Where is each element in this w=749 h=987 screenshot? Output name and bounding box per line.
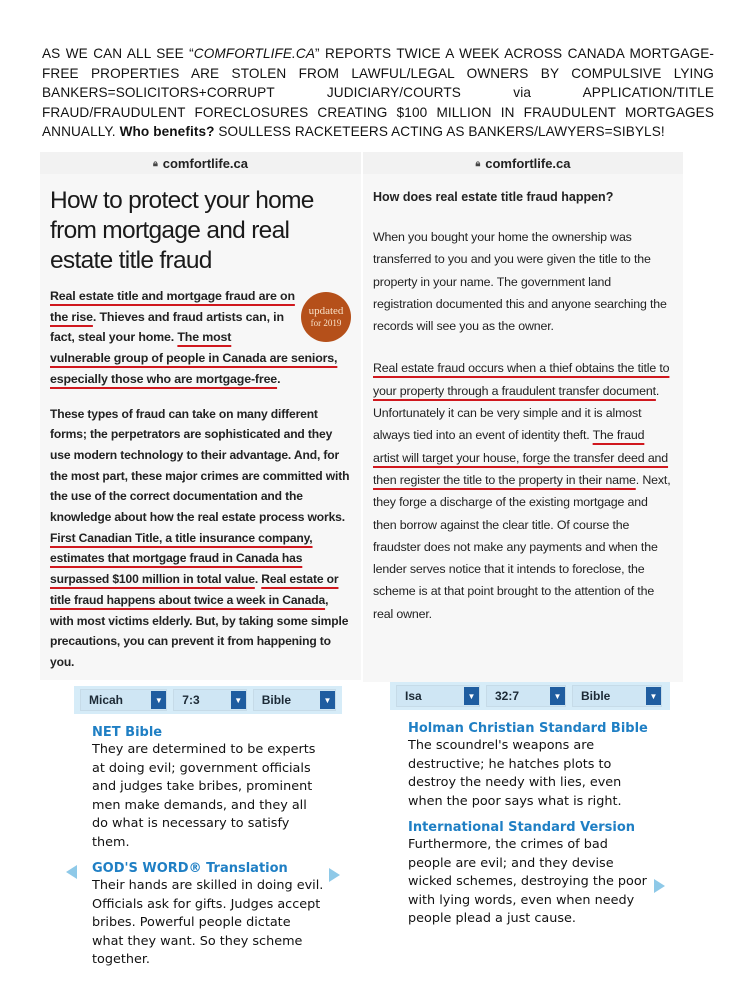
bible-panel-right	[390, 682, 670, 972]
verse-text: The scoundrel's weapons are destructive; he hatches plots to destroy the needy with lies, even when the poor says what is right.	[408, 738, 622, 809]
article-title: How to protect your home from mortgage and real estate title fraud	[50, 187, 314, 274]
paragraph-text: .	[254, 572, 262, 587]
article-body	[40, 186, 361, 673]
badge-line-1: updated	[308, 305, 344, 317]
translation-name[interactable]: International Standard Version	[408, 820, 636, 835]
version-label: Bible	[581, 689, 611, 703]
underlined-text: The most vulnerable group of people in Canada are seniors, especially those who are mortgage-free	[50, 330, 338, 386]
article-body	[363, 190, 683, 625]
selector-bar	[390, 682, 670, 710]
underlined-text: First Canadian Title, a title insurance company, estimates that mortgage fraud in Canada has surpassed $100 million in total value	[50, 530, 313, 587]
paragraph-text: . Unfortunately it can be very simple and it is almost always tied into an event of identity theft.	[373, 383, 660, 443]
left-article-screenshot	[40, 152, 361, 680]
header-text-1: AS WE CAN ALL SEE “	[42, 46, 194, 61]
paragraph-text: , with most victims elderly. But, by taking some simple precautions, you can prevent it from happening to you.	[50, 592, 349, 669]
dropdown-arrow-icon[interactable]: ▼	[231, 691, 246, 709]
paragraph-text: . Thieves and fraud artists can, in fact, steal your home.	[50, 309, 284, 345]
url-text: comfortlife.ca	[162, 155, 249, 171]
dropdown-arrow-icon[interactable]: ▼	[464, 687, 479, 705]
selector-bar	[74, 686, 342, 714]
url-bar[interactable]	[363, 152, 683, 174]
paragraph-text: These types of fraud can take on many different forms; the perpetrators are sophisticated and they use modern technology to their advantage. And, for the most part, these major crimes are committed with the use of the correct documentation and the knowledge about how the real estate process works.	[50, 406, 350, 525]
underlined-text: Real estate title and mortgage fraud are on the rise	[50, 289, 295, 324]
dropdown-arrow-icon[interactable]: ▼	[151, 691, 166, 709]
chapter-select[interactable]	[173, 689, 246, 711]
badge-line-2: for 2019	[310, 318, 342, 328]
right-article-screenshot	[363, 152, 683, 682]
translation-name[interactable]: GOD'S WORD® Translation	[92, 861, 288, 876]
underlined-text: The fraud artist will target your house, forge the transfer deed and then register the title to the property in their name	[373, 428, 669, 487]
chapter-select[interactable]	[486, 685, 566, 707]
verse-text: They are determined to be experts at doing evil; government officials and judges take bribes, prominent men make demands, and they all do what is necessary to satisfy them.	[92, 742, 316, 850]
book-label: Isa	[405, 689, 422, 703]
article-paragraph-2	[373, 357, 673, 625]
verse-text: Furthermore, the crimes of bad people are evil; and they devise wicked schemes, destroying the poor with lying words, even when needy people plead a just cause.	[408, 837, 647, 926]
previous-arrow-icon[interactable]	[66, 865, 77, 879]
translation-name[interactable]: Holman Christian Standard Bible	[408, 721, 648, 736]
version-select[interactable]	[253, 689, 336, 711]
lock-icon: 🔒︎	[475, 157, 481, 168]
section-heading: How does real estate title fraud happen?	[373, 190, 614, 204]
version-label: Bible	[261, 693, 292, 707]
verse-text: Their hands are skilled in doing evil. Officials ask for gifts. Judges accept bribes. Powerful people dictate what they want. So they scheme together.	[92, 878, 324, 967]
dropdown-arrow-icon[interactable]: ▼	[550, 687, 565, 705]
next-arrow-icon[interactable]	[329, 868, 340, 882]
chapter-label: 7:3	[182, 693, 200, 707]
book-select[interactable]	[80, 689, 167, 711]
header-question: Who benefits?	[119, 124, 215, 139]
dropdown-arrow-icon[interactable]: ▼	[646, 687, 661, 705]
paragraph-text: .	[277, 371, 281, 386]
translation-name[interactable]: NET Bible	[92, 725, 163, 740]
dropdown-arrow-icon[interactable]: ▼	[320, 691, 335, 709]
header-text-2: ” REPORTS TWICE A WEEK ACROSS CANADA MORTGAGE-FREE PROPERTIES ARE STOLEN FROM LAWFUL/LEGAL OWNERS BY COMPULSIVE LYING BANKERS=SOLICITORS+CORRUPT JUDICIARY/COURTS via APPLICATION/TITLE FRAUD/FRAUDULENT FORECLOSURES CREATING $100 MILLION IN FRAUDULENT MORTGAGES ANNUALLY.	[42, 46, 714, 139]
header-site-name: COMFORTLIFE.CA	[193, 46, 316, 61]
next-arrow-icon[interactable]	[654, 879, 665, 893]
article-paragraph-1: When you bought your home the ownership was transferred to you and you were given the title to the property in your name. The government land registration documented this and anyone searching the records will see you as the owner.	[373, 230, 667, 334]
verse-list	[390, 710, 670, 929]
article-paragraph-2	[50, 404, 351, 673]
version-select[interactable]	[572, 685, 662, 707]
url-bar[interactable]	[40, 152, 361, 174]
book-label: Micah	[89, 693, 124, 707]
paragraph-text: . Next, they forge a discharge of the existing mortgage and then borrow against the clear title. Of course the fraudster does not make any payments and when the lender serves notice that it intends to foreclose, the scheme is at that point brought to the attention of the real owner.	[373, 472, 671, 621]
chapter-label: 32:7	[495, 689, 520, 703]
underlined-text: Real estate fraud occurs when a thief obtains the title to your property through a fraudulent transfer document	[373, 361, 670, 398]
updated-badge	[301, 292, 351, 342]
header-text-3: SOULLESS RACKETEERS ACTING AS BANKERS/LAWYERS=SIBYLS!	[214, 124, 665, 139]
lock-icon: 🔒︎	[152, 157, 158, 168]
verse-list	[74, 714, 342, 970]
header-paragraph	[42, 44, 714, 142]
url-text: comfortlife.ca	[485, 155, 571, 171]
underlined-text: Real estate or title fraud happens about twice a week in Canada	[50, 572, 339, 607]
bible-panel-left	[74, 686, 342, 972]
book-select[interactable]	[396, 685, 480, 707]
